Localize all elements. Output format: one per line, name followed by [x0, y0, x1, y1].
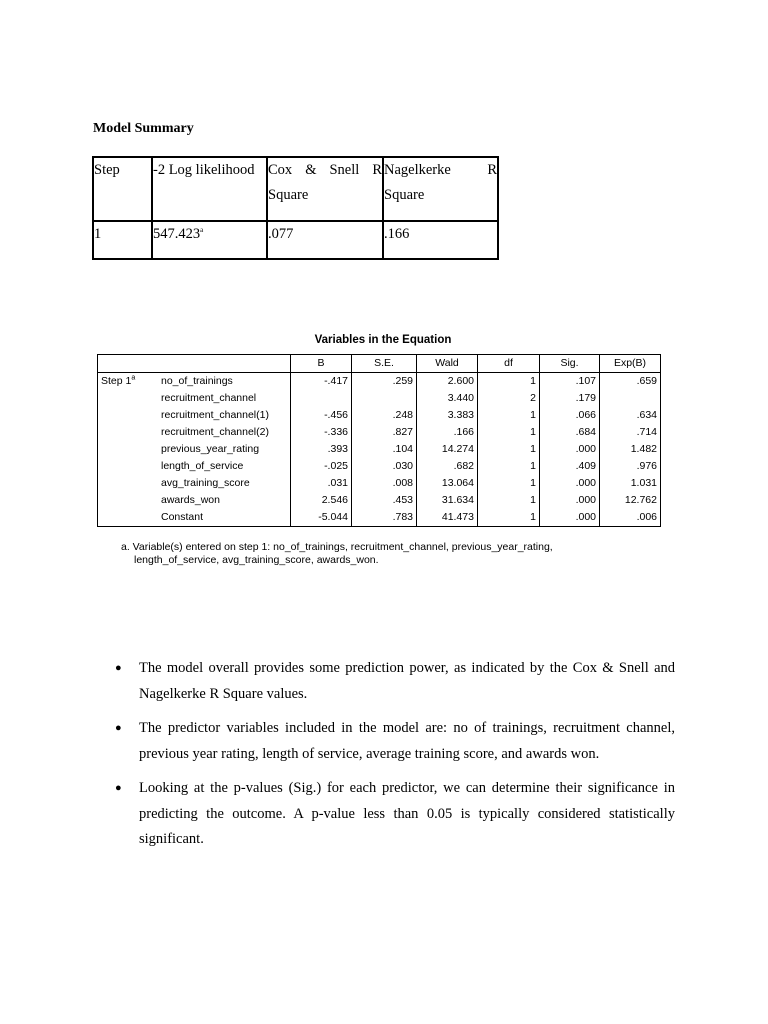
- cox-word-3: Snell: [329, 162, 360, 178]
- vie-header-row: [98, 355, 661, 373]
- vie-cell-df: 1: [478, 509, 540, 527]
- vie-step-cell: [98, 390, 159, 407]
- vie-step-sup: a: [131, 374, 136, 382]
- vie-cell-df: 1: [478, 373, 540, 391]
- vie-cell-b: [291, 390, 352, 407]
- vie-body: [98, 373, 661, 527]
- vie-header-se: S.E.: [352, 355, 417, 373]
- cox-line1: [268, 158, 382, 183]
- vie-cell-sig: .066: [540, 407, 600, 424]
- vie-variable-name: recruitment_channel(2): [161, 426, 269, 438]
- vie-cell-exp: [600, 390, 661, 407]
- vie-row: [98, 407, 661, 424]
- vie-step-cell: [98, 441, 159, 458]
- cox-word-1: Cox: [268, 162, 293, 178]
- vie-cell-sig: .179: [540, 390, 600, 407]
- vie-header-empty-1: [98, 355, 159, 373]
- vie-cell-wald: 41.473: [417, 509, 478, 527]
- variables-table-footnote: [121, 541, 641, 567]
- cox-word-4: R: [372, 162, 382, 178]
- vie-cell-se: .008: [352, 475, 417, 492]
- vie-variable-name: Constant: [161, 511, 204, 523]
- vie-row: [98, 475, 661, 492]
- header-step: [93, 157, 152, 221]
- cell-step: [93, 221, 152, 259]
- variables-in-equation-table: [97, 354, 661, 527]
- vie-step-label: Step 1: [101, 375, 132, 387]
- vie-cell-sig: .000: [540, 492, 600, 509]
- nag-word-1: Nagelkerke: [384, 162, 451, 178]
- bullet-icon: ●: [115, 662, 122, 674]
- vie-step-cell: [98, 407, 159, 424]
- vie-cell-sig: .684: [540, 424, 600, 441]
- vie-header-wald: Wald: [417, 355, 478, 373]
- bullet-item: [113, 656, 675, 707]
- footnote-line-2: length_of_service, avg_training_score, awards_won.: [134, 554, 379, 566]
- vie-cell-exp: .714: [600, 424, 661, 441]
- vie-cell-df: 1: [478, 475, 540, 492]
- cell-cox: [267, 221, 383, 259]
- vie-cell-wald: 14.274: [417, 441, 478, 458]
- vie-cell-exp: .976: [600, 458, 661, 475]
- vie-cell-b: .031: [291, 475, 352, 492]
- vie-cell-exp: .659: [600, 373, 661, 391]
- bullet-list: [113, 656, 675, 862]
- vie-step-cell: [98, 509, 159, 527]
- nag-line2: Square: [384, 187, 425, 203]
- vie-cell-se: .104: [352, 441, 417, 458]
- vie-step-cell: [98, 458, 159, 475]
- bullet-item: [113, 776, 675, 853]
- vie-cell-wald: 2.600: [417, 373, 478, 391]
- vie-cell-sig: .000: [540, 475, 600, 492]
- vie-cell-b: 2.546: [291, 492, 352, 509]
- cox-word-2: &: [305, 162, 317, 178]
- vie-cell-exp: 1.482: [600, 441, 661, 458]
- cell-ll-sup: a: [200, 226, 204, 235]
- bullet-text: The model overall provides some prediction power, as indicated by the Cox & Snell and Nagelkerke R Square values.: [139, 660, 675, 702]
- vie-cell-df: 1: [478, 441, 540, 458]
- vie-cell-exp: .634: [600, 407, 661, 424]
- vie-cell-df: 1: [478, 407, 540, 424]
- vie-row: [98, 492, 661, 509]
- cell-ll: [152, 221, 267, 259]
- cell-ll-text: 547.423: [153, 226, 201, 242]
- vie-cell-df: 1: [478, 492, 540, 509]
- vie-variable-name: awards_won: [161, 494, 220, 506]
- vie-cell-b: -5.044: [291, 509, 352, 527]
- vie-step-cell: [98, 373, 159, 391]
- variables-table-title: Variables in the Equation: [314, 334, 452, 346]
- vie-cell-wald: 13.064: [417, 475, 478, 492]
- bullet-icon: ●: [115, 782, 122, 794]
- summary-header-row: [93, 157, 498, 221]
- vie-variable-name: recruitment_channel: [161, 392, 257, 404]
- vie-cell-df: 1: [478, 458, 540, 475]
- vie-cell-wald: 31.634: [417, 492, 478, 509]
- vie-cell-se: .453: [352, 492, 417, 509]
- cox-line2: Square: [268, 187, 309, 203]
- vie-row: [98, 390, 661, 407]
- vie-cell-b: -.025: [291, 458, 352, 475]
- vie-cell-se: .259: [352, 373, 417, 391]
- vie-header-empty-2: [158, 355, 291, 373]
- header-cox-snell: [267, 157, 383, 221]
- vie-header-exp: Exp(B): [600, 355, 661, 373]
- cell-nag: [383, 221, 498, 259]
- vie-cell-b: .393: [291, 441, 352, 458]
- vie-row: [98, 509, 661, 527]
- header-log-likelihood: [152, 157, 267, 221]
- nag-word-2: R: [487, 162, 497, 178]
- bullet-icon: ●: [115, 722, 122, 734]
- vie-header-b: B: [291, 355, 352, 373]
- vie-variable-name: avg_training_score: [161, 477, 250, 489]
- vie-variable-name: recruitment_channel(1): [161, 409, 269, 421]
- vie-step-cell: [98, 424, 159, 441]
- footnote-line-1: a. Variable(s) entered on step 1: no_of_trainings, recruitment_channel, previous_year_rating,: [121, 541, 553, 553]
- vie-cell-b: -.456: [291, 407, 352, 424]
- vie-cell-wald: 3.440: [417, 390, 478, 407]
- bullet-text: Looking at the p-values (Sig.) for each predictor, we can determine their significance in predicting the outcome. A p-value less than 0.05 is typically considered statistically significant.: [139, 780, 675, 847]
- vie-step-cell: [98, 475, 159, 492]
- vie-header-sig: Sig.: [540, 355, 600, 373]
- vie-cell-se: .248: [352, 407, 417, 424]
- vie-cell-exp: 1.031: [600, 475, 661, 492]
- model-summary-table: [92, 156, 499, 260]
- vie-cell-exp: 12.762: [600, 492, 661, 509]
- bullet-text: The predictor variables included in the model are: no of trainings, recruitment channel, previous year rating, length of service, average training score, and awards won.: [139, 720, 675, 762]
- vie-variable-name: previous_year_rating: [161, 443, 260, 455]
- cell-cox-text: .077: [268, 226, 294, 242]
- vie-cell-exp: .006: [600, 509, 661, 527]
- vie-cell-se: .030: [352, 458, 417, 475]
- vie-variable-name: no_of_trainings: [161, 375, 233, 387]
- model-summary-heading: Model Summary: [93, 121, 194, 136]
- vie-cell-df: 1: [478, 424, 540, 441]
- vie-row: [98, 373, 661, 391]
- cell-step-text: 1: [94, 226, 102, 242]
- vie-cell-se: .827: [352, 424, 417, 441]
- vie-variable-name: length_of_service: [161, 460, 244, 472]
- vie-cell-sig: .409: [540, 458, 600, 475]
- vie-cell-se: .783: [352, 509, 417, 527]
- vie-row: [98, 424, 661, 441]
- vie-cell-wald: .682: [417, 458, 478, 475]
- vie-row: [98, 458, 661, 475]
- vie-cell-se: [352, 390, 417, 407]
- vie-step-cell: [98, 492, 159, 509]
- vie-row: [98, 441, 661, 458]
- header-ll-text: -2 Log likelihood: [153, 162, 255, 178]
- vie-cell-wald: 3.383: [417, 407, 478, 424]
- vie-header-df: df: [478, 355, 540, 373]
- vie-cell-wald: .166: [417, 424, 478, 441]
- vie-cell-b: -.336: [291, 424, 352, 441]
- cell-nag-text: .166: [384, 226, 410, 242]
- vie-cell-b: -.417: [291, 373, 352, 391]
- vie-cell-sig: .107: [540, 373, 600, 391]
- summary-data-row: [93, 221, 498, 259]
- header-nagelkerke: [383, 157, 498, 221]
- bullet-item: [113, 716, 675, 767]
- vie-cell-sig: .000: [540, 441, 600, 458]
- header-step-text: Step: [94, 162, 120, 178]
- vie-cell-df: 2: [478, 390, 540, 407]
- nag-line1: [384, 158, 497, 183]
- vie-cell-sig: .000: [540, 509, 600, 527]
